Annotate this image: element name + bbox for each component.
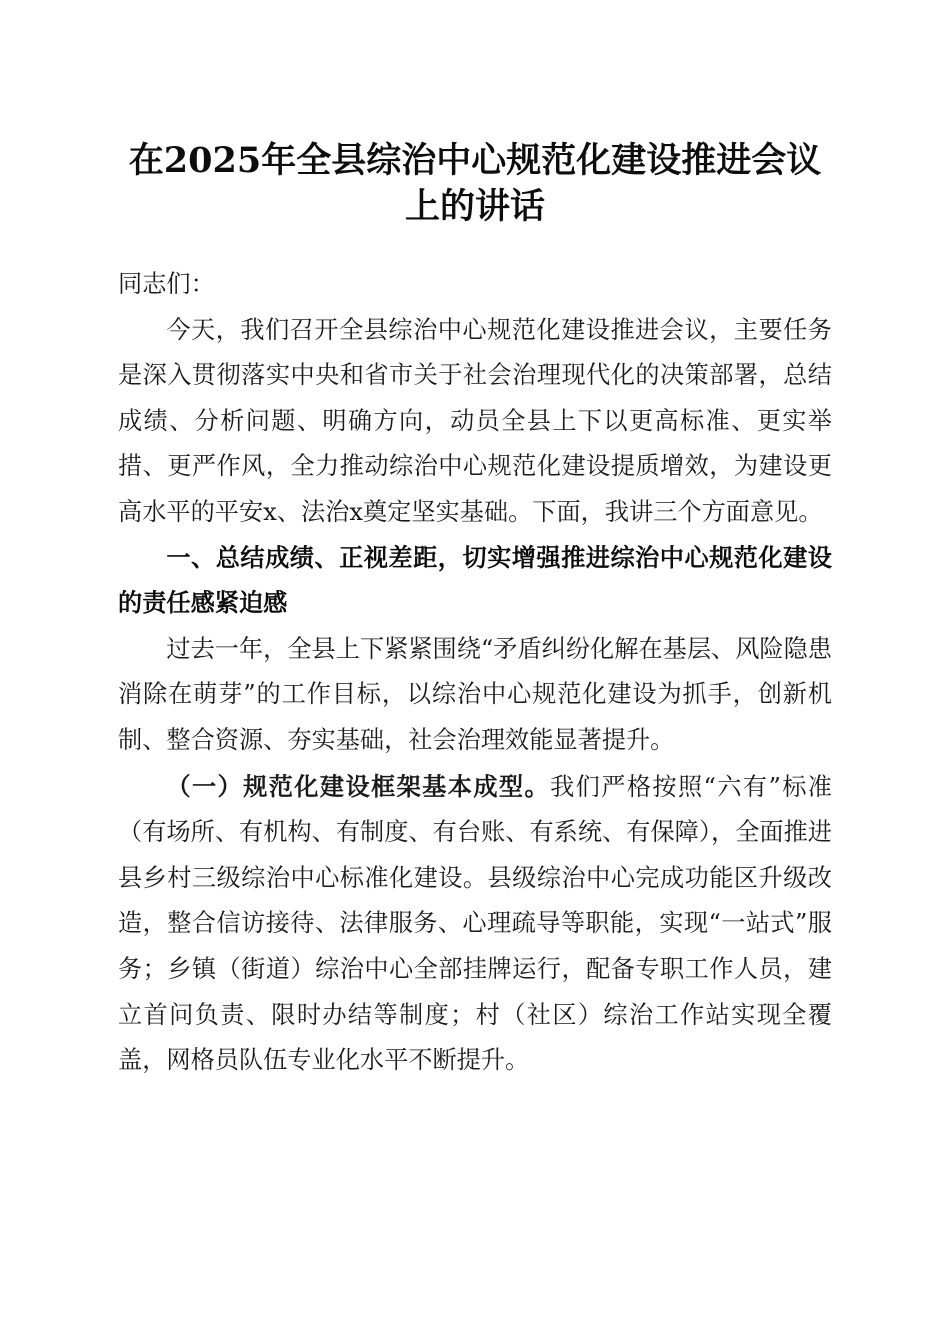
subsection-1-text: 我们严格按照“六有”标准（有场所、有机构、有制度、有台账、有系统、有保障），全面推进县乡村三级综治中心标准化建设。县级综治中心完成功能区升级改造，整合信访接待、法律服务、心理疏导等职能，实现“一站式”服务；乡镇（街道）综治中心全部挂牌运行，配备专职工作人员，建立首问负责、限时办结等制度；村（社区）综治工作站实现全覆盖，网格员队伍专业化水平不断提升。 bbox=[118, 772, 832, 1075]
title-line-2: 上的讲话 bbox=[404, 186, 545, 227]
title-line-1: 在2025年全县综治中心规范化建设推进会议 bbox=[128, 140, 822, 181]
section-1-heading: 一、总结成绩、正视差距，切实增强推进综治中心规范化建设的责任感紧迫感 bbox=[118, 543, 832, 618]
document-body bbox=[118, 262, 832, 1084]
subsection-1-heading: （一）规范化建设框架基本成型。 bbox=[166, 771, 551, 801]
subsection-1-paragraph bbox=[118, 764, 832, 1084]
intro-paragraph: 今天，我们召开全县综治中心规范化建设推进会议，主要任务是深入贯彻落实中央和省市关于社会治理现代化的决策部署，总结成绩、分析问题、明确方向，动员全县上下以更高标准、更实举措、更严作风，全力推动综治中心规范化建设提质增效，为建设更高水平的平安x、法治x奠定坚实基础。下面，我讲三个方面意见。 bbox=[118, 315, 832, 526]
document-title bbox=[90, 138, 860, 230]
section-1-paragraph: 过去一年，全县上下紧紧围绕“矛盾纠纷化解在基层、风险隐患消除在萌芽”的工作目标，以综治中心规范化建设为抓手，创新机制、整合资源、夯实基础，社会治理效能显著提升。 bbox=[118, 634, 832, 754]
salutation: 同志们： bbox=[118, 270, 215, 298]
